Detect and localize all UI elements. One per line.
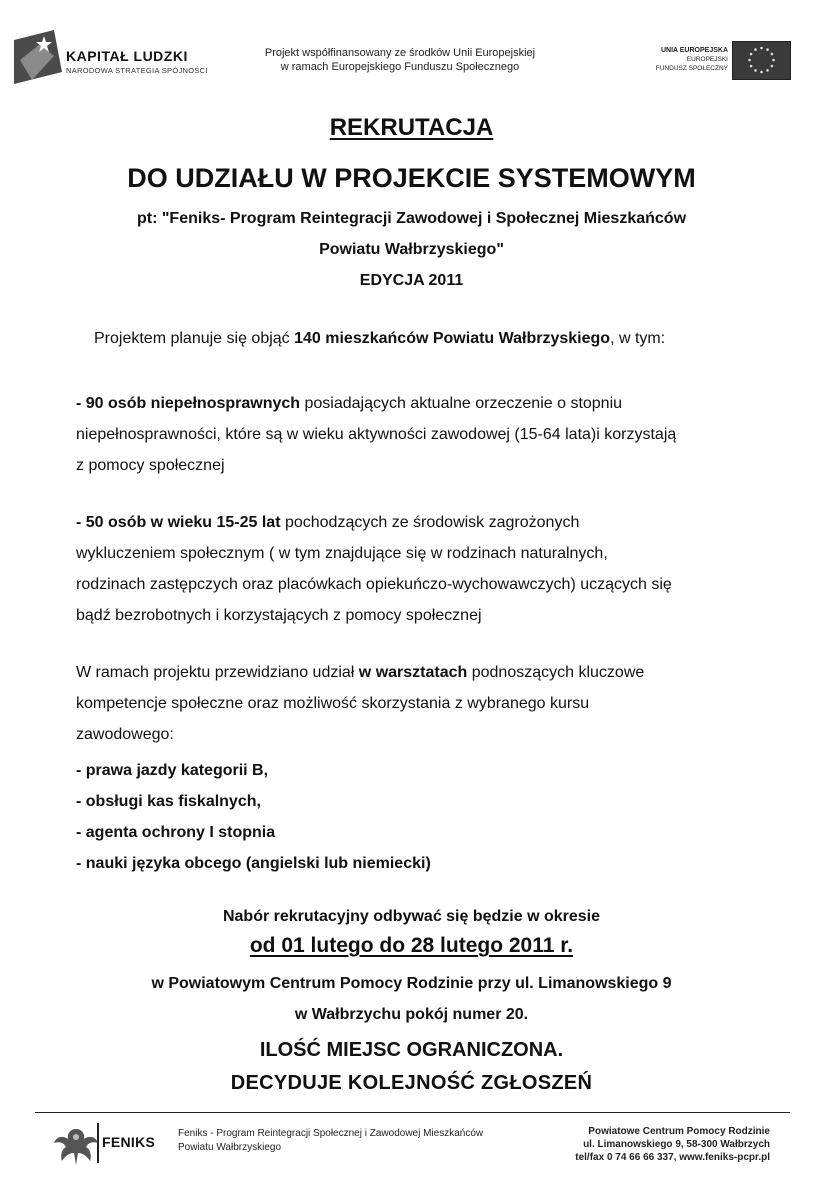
eu-label-line2: EUROPEJSKI bbox=[686, 56, 728, 63]
feniks-brand: FENIKS bbox=[102, 1134, 156, 1150]
recruitment-room: w Wałbrzychu pokój numer 20. bbox=[294, 1006, 529, 1023]
eu-label bbox=[600, 46, 728, 73]
list-item: - obsługi kas fiskalnych, bbox=[76, 793, 261, 810]
kapital-ludzki-subtitle: NARODOWA STRATEGIA SPÓJNOŚCI bbox=[66, 66, 208, 75]
list-item: - agenta ochrony I stopnia bbox=[76, 824, 276, 841]
footer-logo-separator bbox=[97, 1123, 99, 1163]
workshops-paragraph: W ramach projektu przewidziano udział w warsztatach podnoszących kluczowe kompetencje społeczne oraz możliwość skorzystania z wybranego kursu zawodowego: bbox=[76, 664, 645, 743]
cofinancing-line2: w ramach Europejskiego Funduszu Społecznego bbox=[280, 61, 520, 73]
feniks-phoenix-logo-icon bbox=[52, 1121, 100, 1169]
recruitment-location: w Powiatowym Centrum Pomocy Rodzinie przy ul. Limanowskiego 9 bbox=[151, 975, 672, 992]
target-group-disabled: - 90 osób niepełnosprawnych posiadających aktualne orzeczenie o stopniu niepełnosprawności, które są w wieku aktywności zawodowej (15-64 lata)i korzystają z pomocy społecznej bbox=[76, 395, 677, 474]
target-group-youth: - 50 osób w wieku 15-25 lat pochodzących ze środowisk zagrożonych wykluczeniem społecznym ( w tym znajdujące się w rodzinach naturalnych, rodzinach zastępczych oraz placówkach opiekuńczo-wychowawczych) uczących się bądź bezrobotnych i korzystających z pomocy społecznej bbox=[76, 514, 672, 624]
eu-label-line1: UNIA EUROPEJSKA bbox=[660, 47, 728, 54]
list-item: - nauki języka obcego (angielski lub niemiecki) bbox=[76, 855, 431, 872]
order-notice: DECYDUJE KOLEJNOŚĆ ZGŁOSZEŃ bbox=[230, 1072, 593, 1094]
edition-label: EDYCJA 2011 bbox=[359, 272, 464, 289]
project-name-line2: Powiatu Wałbrzyskiego" bbox=[319, 241, 504, 258]
footer-divider bbox=[35, 1112, 790, 1113]
kapital-ludzki-title: KAPITAŁ LUDZKI bbox=[66, 48, 188, 64]
intro-paragraph: Projektem planuje się objąć 140 mieszkańców Powiatu Wałbrzyskiego, w tym: bbox=[94, 330, 666, 347]
eu-flag-icon bbox=[732, 41, 791, 80]
eu-label-line3: FUNDUSZ SPOŁECZNY bbox=[655, 65, 728, 72]
page-title: REKRUTACJA bbox=[329, 114, 494, 141]
recruitment-period-intro: Nabór rekrutacyjny odbywać się będzie w okresie bbox=[222, 908, 601, 925]
page-subtitle: DO UDZIAŁU W PROJEKCIE SYSTEMOWYM bbox=[127, 163, 696, 193]
cofinancing-line1: Projekt współfinansowany ze środków Unii Europejskiej bbox=[264, 47, 536, 59]
kapital-ludzki-logo-icon bbox=[14, 30, 62, 84]
limited-places-notice: ILOŚĆ MIEJSC OGRANICZONA. bbox=[259, 1039, 564, 1061]
footer-contact: Powiatowe Centrum Pomocy Rodzinie ul. Limanowskiego 9, 58-300 Wałbrzych tel/fax 0 74 66 66 337, www.feniks-pcpr.pl bbox=[575, 1126, 770, 1163]
recruitment-dates: od 01 lutego do 28 lutego 2011 r. bbox=[249, 934, 574, 957]
cofinancing-note bbox=[230, 46, 570, 74]
course-list bbox=[76, 755, 431, 879]
list-item: - prawa jazdy kategorii B, bbox=[76, 762, 269, 779]
footer-program-name: Feniks - Program Reintegracji Społecznej i Zawodowej Mieszkańców Powiatu Wałbrzyskiego bbox=[178, 1128, 484, 1153]
project-name-line1: pt: "Feniks- Program Reintegracji Zawodowej i Społecznej Mieszkańców bbox=[136, 210, 687, 227]
